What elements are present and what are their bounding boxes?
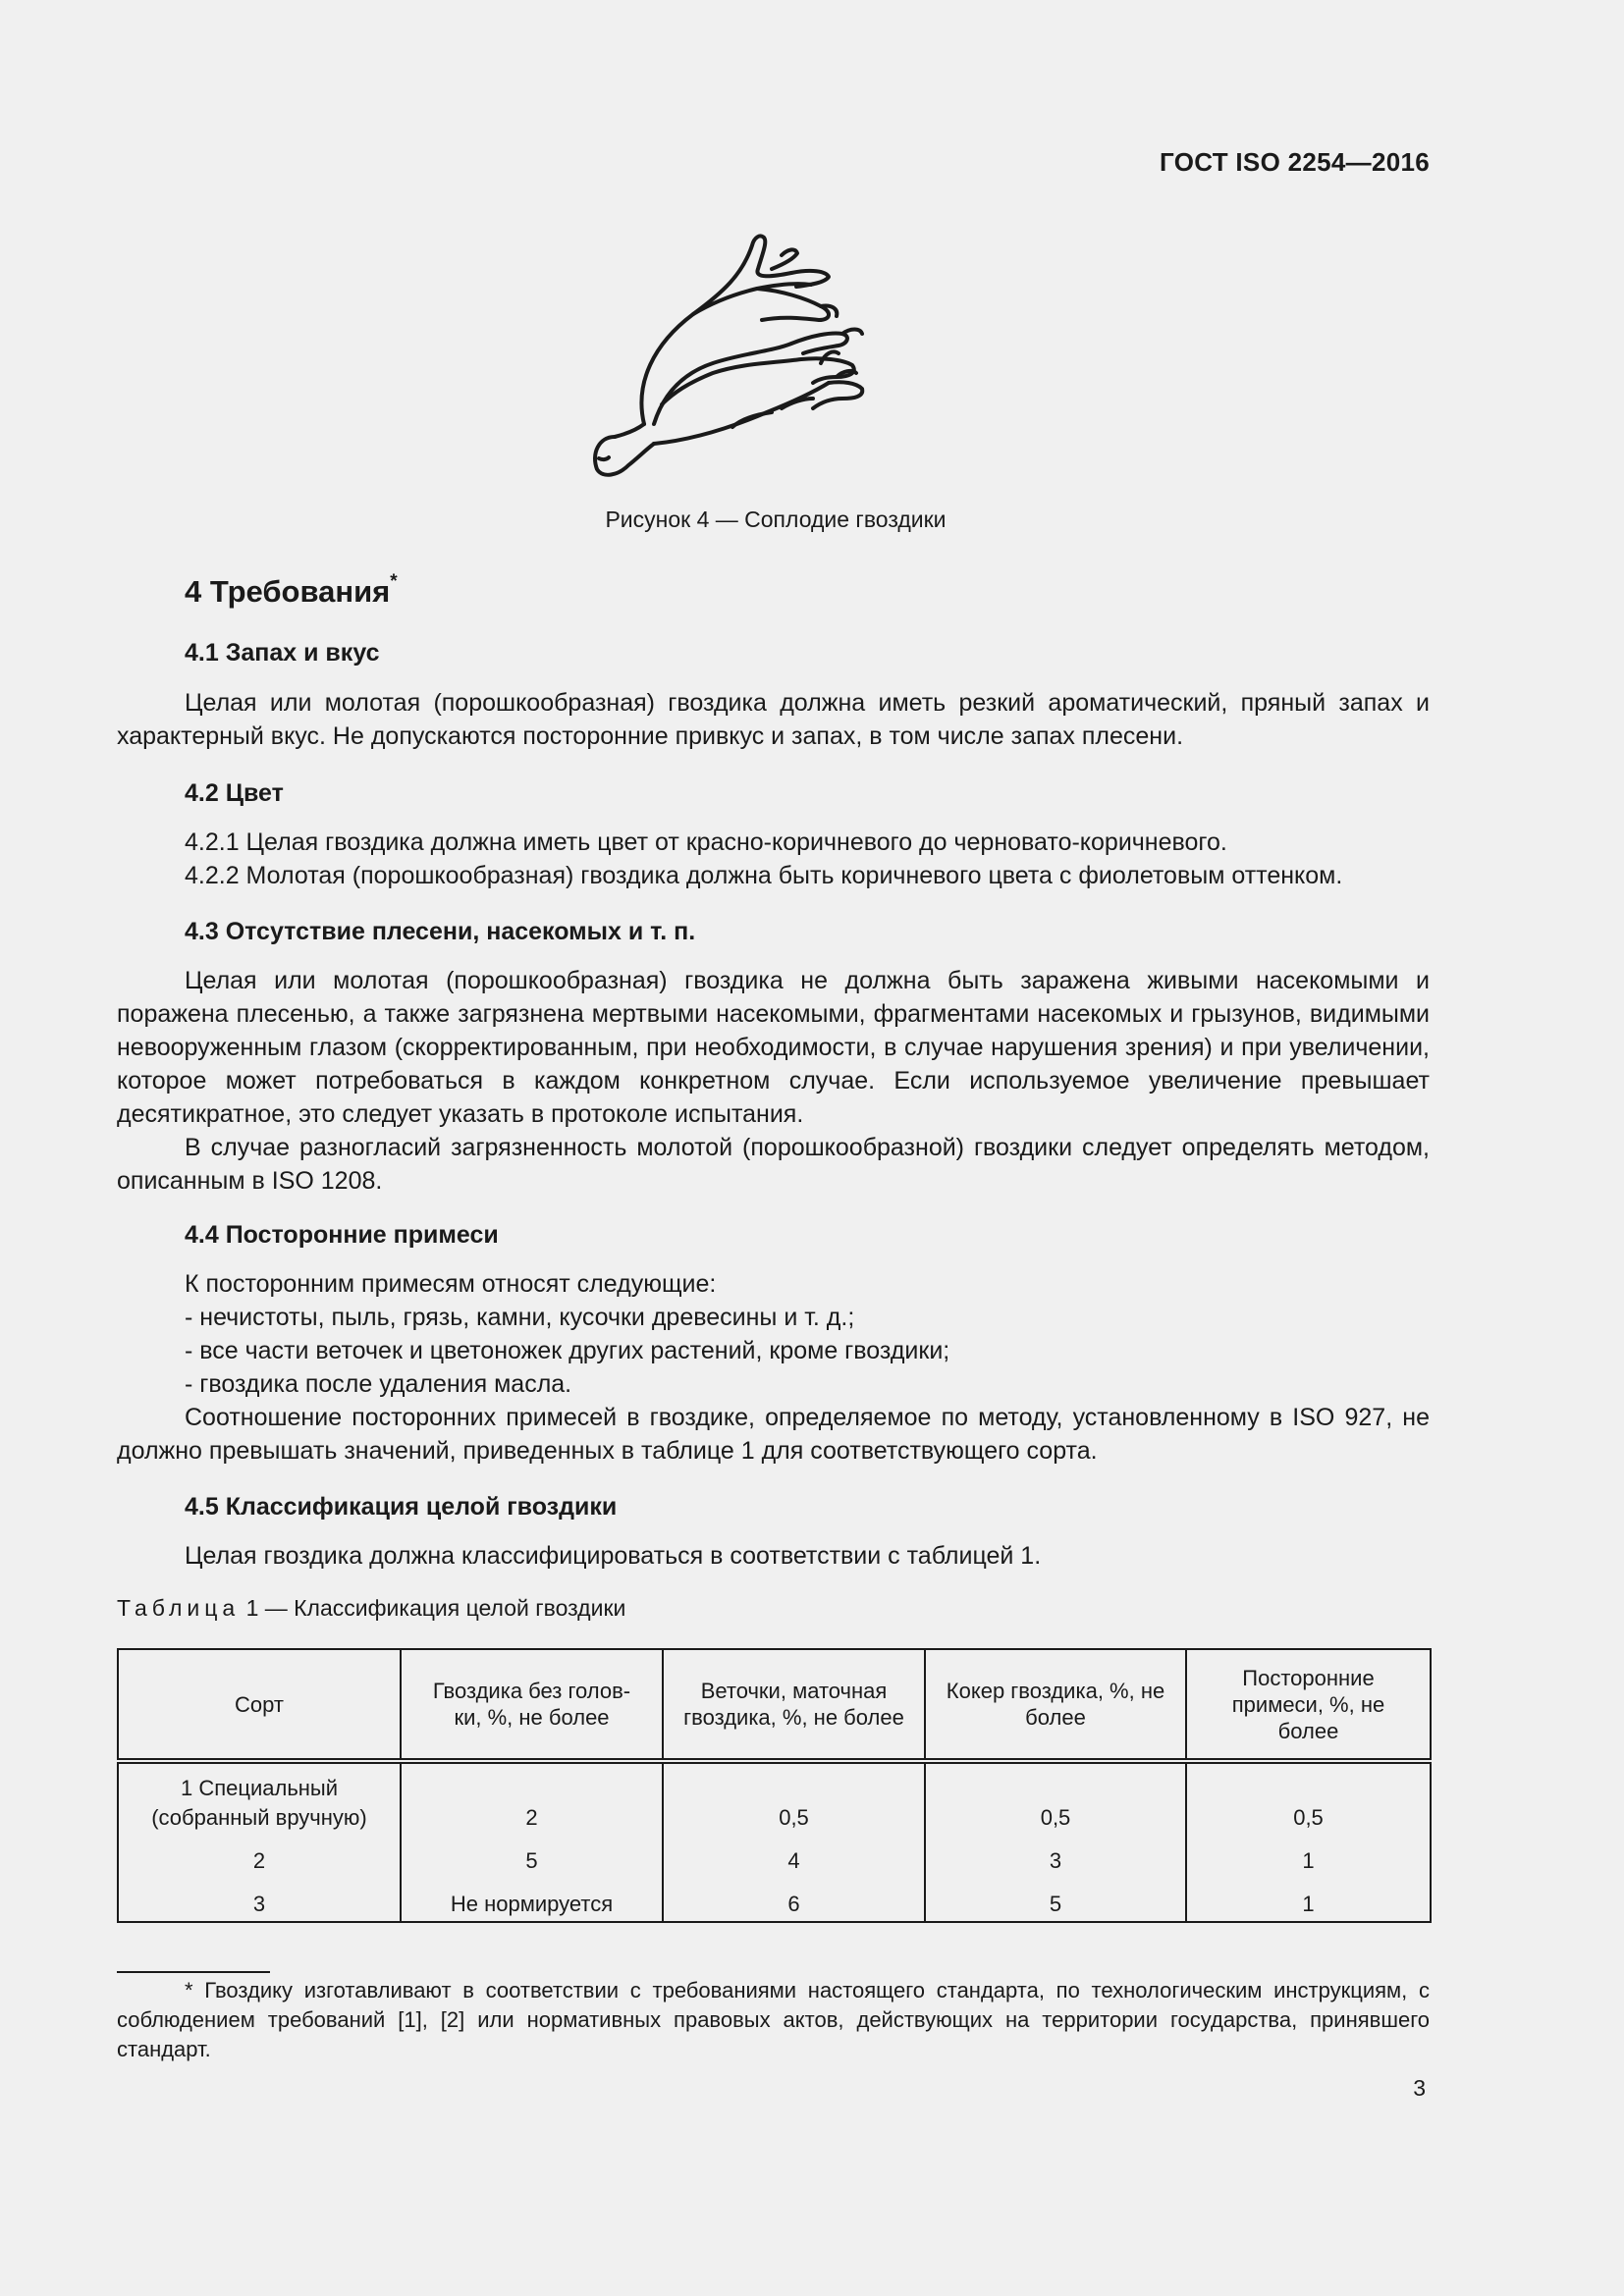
- table-row: [118, 1833, 1431, 1876]
- table-caption-label: Таблица: [117, 1595, 241, 1621]
- clove-fruit-drawing: [585, 226, 968, 481]
- text-block-4-1: [117, 686, 1430, 753]
- paragraph: 4.2.2 Молотая (порошкообразная) гвоздика должна быть коричневого цвета с фиолетовым оттенком.: [185, 862, 1343, 889]
- table-cell: 1: [1186, 1833, 1431, 1876]
- table-cell: 2: [118, 1833, 401, 1876]
- text-block-4-5: [117, 1539, 1430, 1573]
- clove-figure: [585, 226, 968, 481]
- header-cell: Гвоздика без голов-ки, %, не более: [401, 1649, 663, 1761]
- paragraph: Целая или молотая (порошкообразная) гвоздика не должна быть заражена живыми насекомыми и поражена плесенью, а также загрязнена мертвыми насекомыми, фрагментами насекомых и грызунов, видимыми невооруженным глазом (скорректированным, при необходимости, в случае нарушения зрения) и при увеличении, которое может потребоваться в каждом конкретном случае. Если используемое увеличение превышает десятикратное, это следует указать в протоколе испытания.: [117, 967, 1430, 1128]
- footnote: [117, 1976, 1430, 2064]
- section-heading: [185, 570, 398, 610]
- table-row: [118, 1761, 1431, 1833]
- figure-caption: Рисунок 4 — Соплодие гвоздики: [605, 507, 947, 532]
- subsection-heading-4-1: 4.1 Запах и вкус: [185, 639, 380, 667]
- paragraph: Целая или молотая (порошкообразная) гвоздика должна иметь резкий ароматический, пряный запах и характерный вкус. Не допускаются посторонние привкус и запах, в том числе запах плесени.: [117, 689, 1430, 750]
- paragraph: 4.2.1 Целая гвоздика должна иметь цвет от красно-коричневого до черновато-коричневого.: [185, 828, 1227, 856]
- document-code: ГОСТ ISO 2254—2016: [1160, 147, 1430, 177]
- paragraph: Соотношение посторонних примесей в гвоздике, определяемое по методу, установленному в ISO 927, не должно превышать значений, приведенных в таблице 1 для соответствующего сорта.: [117, 1404, 1430, 1465]
- table-caption: [117, 1595, 625, 1622]
- text-block-4-3: [117, 964, 1430, 1198]
- table-cell: 6: [663, 1876, 925, 1922]
- paragraph: К посторонним примесям относят следующие:: [185, 1270, 717, 1298]
- paragraph: Целая гвоздика должна классифицироваться в соответствии с таблицей 1.: [185, 1542, 1042, 1570]
- footnote-divider: [117, 1971, 270, 1973]
- table-cell: Не нормируется: [401, 1876, 663, 1922]
- list-item: - гвоздика после удаления масла.: [185, 1370, 572, 1398]
- section-title: 4 Требования: [185, 574, 391, 609]
- table-cell: 4: [663, 1833, 925, 1876]
- header-cell: Веточки, маточная гвоздика, %, не более: [663, 1649, 925, 1761]
- table-header-row: [118, 1649, 1431, 1761]
- table-cell: 1 Специальный (собранный вручную): [118, 1761, 401, 1833]
- classification-table: [117, 1648, 1432, 1923]
- subsection-heading-4-2: 4.2 Цвет: [185, 779, 284, 807]
- table-cell: 2: [401, 1761, 663, 1833]
- subsection-heading-4-5: 4.5 Классификация целой гвоздики: [185, 1493, 618, 1521]
- footnote-marker: *: [390, 570, 398, 592]
- paragraph: В случае разногласий загрязненность молотой (порошкообразной) гвоздики следует определять методом, описанным в ISO 1208.: [117, 1134, 1430, 1195]
- subsection-heading-4-3: 4.3 Отсутствие плесени, насекомых и т. п.: [185, 918, 696, 945]
- table-cell: 0,5: [663, 1761, 925, 1833]
- table-cell: 3: [925, 1833, 1186, 1876]
- table-cell: 3: [118, 1876, 401, 1922]
- table-caption-title: 1 — Классификация целой гвоздики: [240, 1595, 626, 1621]
- table-cell: 0,5: [925, 1761, 1186, 1833]
- header-cell: Кокер гвоздика, %, не более: [925, 1649, 1186, 1761]
- subsection-heading-4-4: 4.4 Посторонние примеси: [185, 1221, 499, 1249]
- table-cell: 1: [1186, 1876, 1431, 1922]
- text-block-4-2: [117, 826, 1430, 892]
- table-row: [118, 1876, 1431, 1922]
- footnote-text: * Гвоздику изготавливают в соответствии с требованиями настоящего стандарта, по технологическим инструкциям, с соблюдением требований [1], [2] или нормативных правовых актов, действующих на территории государства, принявшего стандарт.: [117, 1978, 1430, 2061]
- header-cell: Посторонние примеси, %, не более: [1186, 1649, 1431, 1761]
- page-number: 3: [1413, 2075, 1426, 2101]
- table-cell: 5: [401, 1833, 663, 1876]
- table-cell: 0,5: [1186, 1761, 1431, 1833]
- text-block-4-4: [117, 1267, 1430, 1468]
- list-item: - все части веточек и цветоножек других растений, кроме гвоздики;: [185, 1337, 950, 1364]
- list-item: - нечистоты, пыль, грязь, камни, кусочки древесины и т. д.;: [185, 1304, 855, 1331]
- header-cell: Сорт: [118, 1649, 401, 1761]
- table-cell: 5: [925, 1876, 1186, 1922]
